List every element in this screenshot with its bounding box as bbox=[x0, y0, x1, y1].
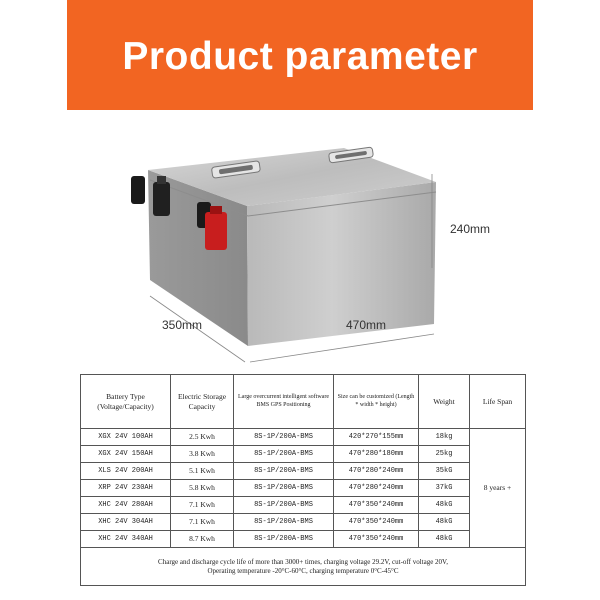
cell-bms: 8S-1P/200A-BMS bbox=[234, 429, 334, 446]
table-row bbox=[81, 514, 526, 531]
cell-bms: 8S-1P/200A-BMS bbox=[234, 480, 334, 497]
header-weight: Weight bbox=[419, 375, 470, 429]
cell-size: 470*280*240mm bbox=[334, 463, 419, 480]
length-dimension-label: 470mm bbox=[346, 318, 387, 332]
box-front-face bbox=[247, 182, 436, 346]
cell-capacity: 8.7 Kwh bbox=[171, 531, 234, 548]
header-size: Size can be customized (Length * width * height) bbox=[334, 375, 419, 429]
cell-weight: 48kG bbox=[419, 497, 470, 514]
cell-size: 470*280*180mm bbox=[334, 446, 419, 463]
spec-table bbox=[80, 374, 526, 586]
table-row bbox=[81, 429, 526, 446]
terminal-red bbox=[205, 206, 227, 250]
footer-note: Charge and discharge cycle life of more than 3000+ times, charging voltage 29.2V, cut-off voltage 20V, Operating temperature -20°C-60°C, charging temperature 0°C-45°C bbox=[81, 548, 526, 586]
cell-capacity: 3.8 Kwh bbox=[171, 446, 234, 463]
table-row bbox=[81, 480, 526, 497]
table-row bbox=[81, 446, 526, 463]
cell-size: 470*350*240mm bbox=[334, 497, 419, 514]
header-life-span: Life Span bbox=[470, 375, 526, 429]
product-image-area bbox=[0, 110, 600, 372]
cell-weight: 48kG bbox=[419, 531, 470, 548]
cell-size: 470*280*240mm bbox=[334, 480, 419, 497]
cell-weight: 37kG bbox=[419, 480, 470, 497]
cell-battery-type: XHC 24V 280AH bbox=[81, 497, 171, 514]
header-bms: Large overcurrent intelligent software BMS GPS Positioning bbox=[234, 375, 334, 429]
cell-capacity: 7.1 Kwh bbox=[171, 497, 234, 514]
cell-bms: 8S-1P/200A-BMS bbox=[234, 514, 334, 531]
cell-bms: 8S-1P/200A-BMS bbox=[234, 463, 334, 480]
table-row bbox=[81, 531, 526, 548]
cell-capacity: 5.1 Kwh bbox=[171, 463, 234, 480]
cell-weight: 18kg bbox=[419, 429, 470, 446]
width-dimension-label: 350mm bbox=[162, 318, 203, 332]
cell-battery-type: XLS 24V 200AH bbox=[81, 463, 171, 480]
cell-battery-type: XGX 24V 150AH bbox=[81, 446, 171, 463]
cell-capacity: 7.1 Kwh bbox=[171, 514, 234, 531]
table-row bbox=[81, 497, 526, 514]
cell-weight: 25kg bbox=[419, 446, 470, 463]
cell-bms: 8S-1P/200A-BMS bbox=[234, 446, 334, 463]
header-storage: Electric Storage Capacity bbox=[171, 375, 234, 429]
page-title: Product parameter bbox=[122, 35, 478, 78]
cell-battery-type: XHC 24V 340AH bbox=[81, 531, 171, 548]
cell-life-span: 8 years + bbox=[470, 429, 526, 548]
cell-size: 470*350*240mm bbox=[334, 531, 419, 548]
cell-battery-type: XRP 24V 230AH bbox=[81, 480, 171, 497]
cell-battery-type: XGX 24V 100AH bbox=[81, 429, 171, 446]
table-row bbox=[81, 463, 526, 480]
cell-bms: 8S-1P/200A-BMS bbox=[234, 497, 334, 514]
cell-bms: 8S-1P/200A-BMS bbox=[234, 531, 334, 548]
cell-capacity: 5.8 Kwh bbox=[171, 480, 234, 497]
cell-weight: 35kG bbox=[419, 463, 470, 480]
cell-size: 420*270*155mm bbox=[334, 429, 419, 446]
battery-box-illustration bbox=[0, 110, 600, 372]
cell-capacity: 2.5 Kwh bbox=[171, 429, 234, 446]
cell-size: 470*350*240mm bbox=[334, 514, 419, 531]
cell-battery-type: XHC 24V 304AH bbox=[81, 514, 171, 531]
title-banner bbox=[67, 0, 533, 110]
cell-weight: 48kG bbox=[419, 514, 470, 531]
table-header-row bbox=[81, 375, 526, 429]
header-battery-type: Battery Type (Voltage/Capacity) bbox=[81, 375, 171, 429]
footer-row bbox=[81, 548, 526, 586]
height-dimension-label: 240mm bbox=[450, 222, 491, 236]
